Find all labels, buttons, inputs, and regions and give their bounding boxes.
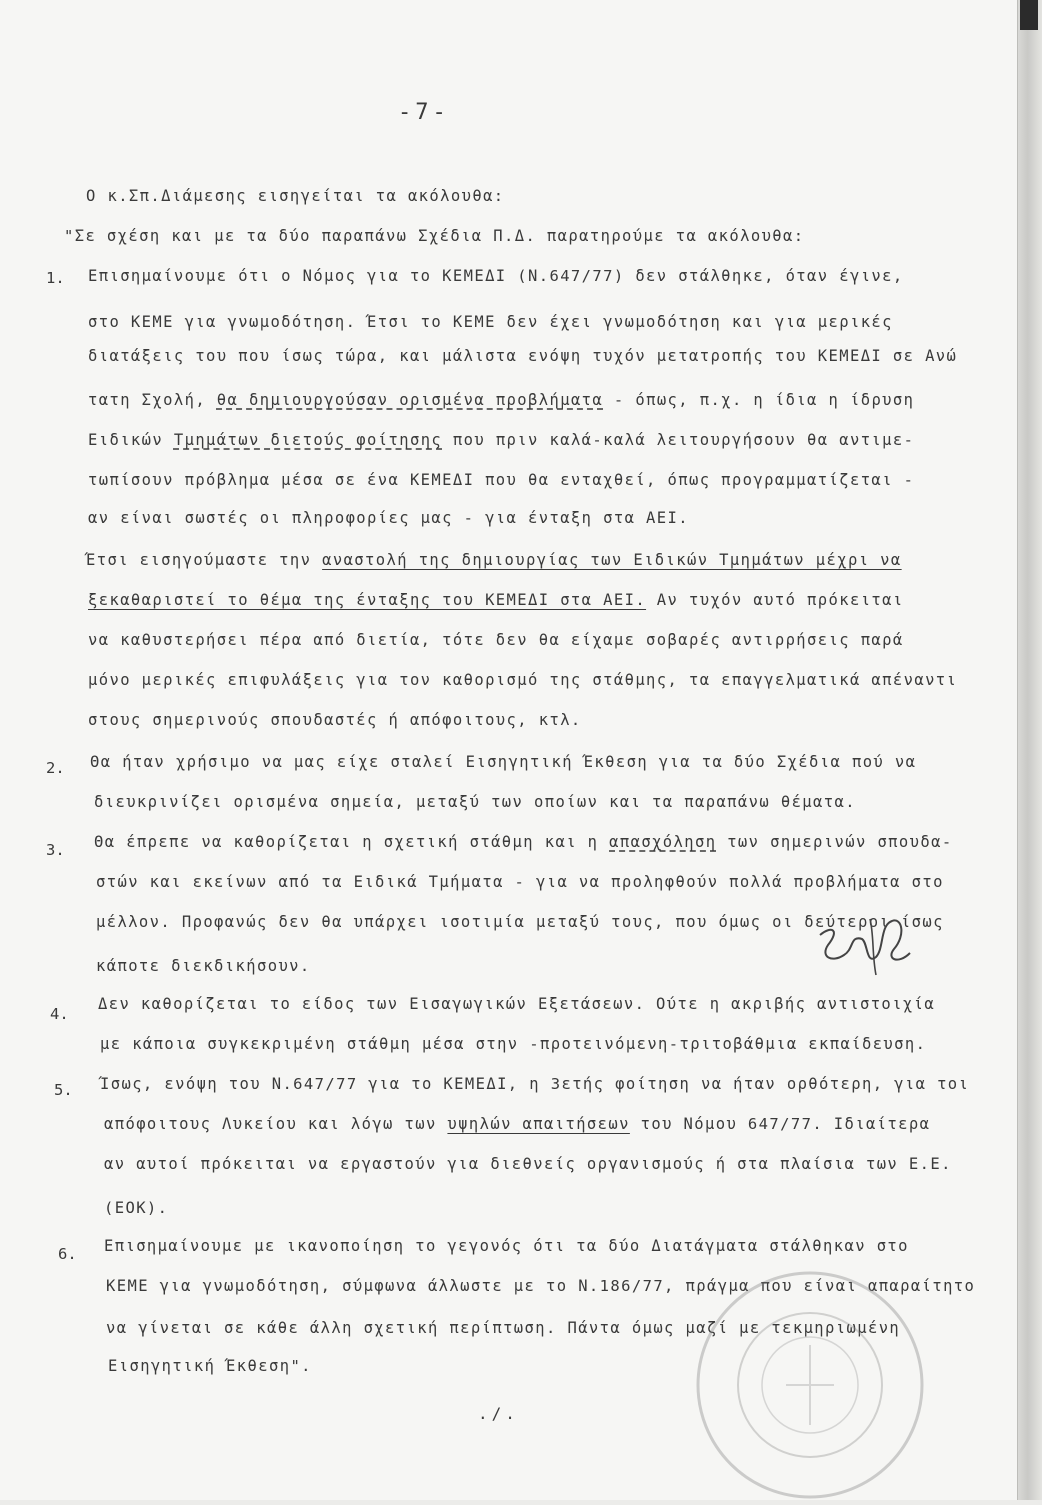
- text-line: τωπίσουν πρόβλημα μέσα σε ένα ΚΕΜΕΔΙ που θα ενταχθεί, όπως προγραμματίζεται -: [88, 471, 915, 489]
- text-line: μέλλον. Προφανώς δεν θα υπάρχει ισοτιμία μεταξύ τους, που όμως οι δεύτεροι ίσως: [96, 913, 944, 931]
- binding-mark: [1020, 0, 1038, 30]
- item-number: 6.: [58, 1245, 77, 1263]
- text-line: Επισημαίνουμε ότι ο Νόμος για το ΚΕΜΕΔΙ (Ν.647/77) δεν στάλθηκε, όταν έγινε,: [88, 267, 904, 285]
- text-line: Έτσι εισηγούμαστε την αναστολή της δημιουργίας των Ειδικών Τμημάτων μέχρι να: [86, 551, 902, 569]
- text-line: (ΕΟΚ).: [104, 1199, 169, 1217]
- text-line: κάποτε διεκδικήσουν.: [96, 957, 311, 975]
- text-line: Θα ήταν χρήσιμο να μας είχε σταλεί Εισηγητική Έκθεση για τα δύο Σχέδια πού να: [90, 753, 917, 771]
- text-line: να καθυστερήσει πέρα από διετία, τότε δεν θα είχαμε σοβαρές αντιρρήσεις παρά: [88, 631, 904, 649]
- text-line: μόνο μερικές επιφυλάξεις για τον καθορισμό της στάθμης, τα επαγγελματικά απέναντι: [88, 671, 958, 689]
- intro-line: Ο κ.Σπ.Διάμεσης εισηγείται τα ακόλουθα:: [86, 187, 505, 205]
- text-line: ΚΕΜΕ για γνωμοδότηση, σύμφωνα άλλωστε με το Ν.186/77, πράγμα που είναι απαραίτητο: [106, 1277, 976, 1295]
- underlined-phrase: θα δημιουργούσαν ορισμένα προβλήματα: [216, 391, 604, 409]
- text-line: αν αυτοί πρόκειται να εργαστούν για διεθνείς οργανισμούς ή στα πλαίσια των Ε.Ε.: [104, 1155, 952, 1173]
- text-line: να γίνεται σε κάθε άλλη σχετική περίπτωση. Πάντα όμως μαζί με τεκμηριωμένη: [106, 1319, 901, 1337]
- underlined-phrase: υψηλών απαιτήσεων: [447, 1115, 630, 1133]
- item-number: 5.: [54, 1081, 73, 1099]
- text-line: Ειδικών Τμημάτων διετούς φοίτησης που πριν καλά-καλά λειτουργήσουν θα αντιμε-: [88, 431, 915, 449]
- text-line: Επισημαίνουμε με ικανοποίηση το γεγονός ότι τα δύο Διατάγματα στάλθηκαν στο: [104, 1237, 909, 1255]
- quote-open-line: "Σε σχέση και με τα δύο παραπάνω Σχέδια Π.Δ. παρατηρούμε τα ακόλουθα:: [64, 227, 805, 245]
- text-line: Εισηγητική Έκθεση".: [108, 1357, 312, 1375]
- text-line: στο ΚΕΜΕ για γνωμοδότηση. Έτσι το ΚΕΜΕ δεν έχει γνωμοδότηση και για μερικές: [88, 313, 893, 331]
- page-number: -7-: [398, 100, 450, 125]
- text-line: Δεν καθορίζεται το είδος των Εισαγωγικών Εξετάσεων. Ούτε η ακριβής αντιστοιχία: [98, 995, 936, 1013]
- text-line: τατη Σχολή, θα δημιουργούσαν ορισμένα προβλήματα - όπως, π.χ. η ίδια η ίδρυση: [88, 391, 915, 409]
- text-line: αν είναι σωστές οι πληροφορίες μας - για ένταξη στα ΑΕΙ.: [88, 509, 689, 527]
- underlined-phrase: αναστολή της δημιουργίας των Ειδικών Τμημάτων μέχρι να: [322, 551, 902, 569]
- faded-circular-stamp: [690, 1265, 930, 1505]
- text-line: ξεκαθαριστεί το θέμα της ένταξης του ΚΕΜΕΔΙ στα ΑΕΙ. Αν τυχόν αυτό πρόκειται: [88, 591, 904, 609]
- underlined-phrase: απασχόληση: [609, 833, 717, 851]
- text-line: στους σημερινούς σπουδαστές ή απόφοιτους, κτλ.: [88, 711, 582, 729]
- item-number: 2.: [46, 759, 65, 777]
- item-number: 4.: [50, 1005, 69, 1023]
- binding-edge: [1017, 0, 1042, 1500]
- item-number: 3.: [46, 841, 65, 859]
- item-number: 1.: [46, 269, 65, 287]
- text-line: Θα έπρεπε να καθορίζεται η σχετική στάθμη και η απασχόληση των σημερινών σπουδα-: [94, 833, 953, 851]
- text-line: διευκρινίζει ορισμένα σημεία, μεταξύ των οποίων και τα παραπάνω θέματα.: [94, 793, 856, 811]
- text-line: απόφοιτους Λυκείου και λόγω των υψηλών απαιτήσεων του Νόμου 647/77. Ιδιαίτερα: [104, 1115, 931, 1133]
- text-line: με κάποια συγκεκριμένη στάθμη μέσα στην -προτεινόμενη-τριτοβάθμια εκπαίδευση.: [100, 1035, 927, 1053]
- text-line: στών και εκείνων από τα Ειδικά Τμήματα - για να προληφθούν πολλά προβλήματα στο: [96, 873, 944, 891]
- continuation-mark: ./.: [478, 1404, 519, 1423]
- text-line: διατάξεις του που ίσως τώρα, και μάλιστα ενόψη τυχόν μετατροπής του ΚΕΜΕΔΙ σε Ανώ: [88, 347, 958, 365]
- text-line: Ίσως, ενόψη του Ν.647/77 για το ΚΕΜΕΔΙ, η 3ετής φοίτηση να ήταν ορθότερη, για τοι: [100, 1075, 970, 1093]
- underlined-phrase: ξεκαθαριστεί το θέμα της ένταξης του ΚΕΜΕΔΙ στα ΑΕΙ.: [88, 591, 647, 609]
- underlined-phrase: Τμημάτων διετούς φοίτησης: [173, 431, 443, 449]
- handwritten-signature: [810, 905, 920, 985]
